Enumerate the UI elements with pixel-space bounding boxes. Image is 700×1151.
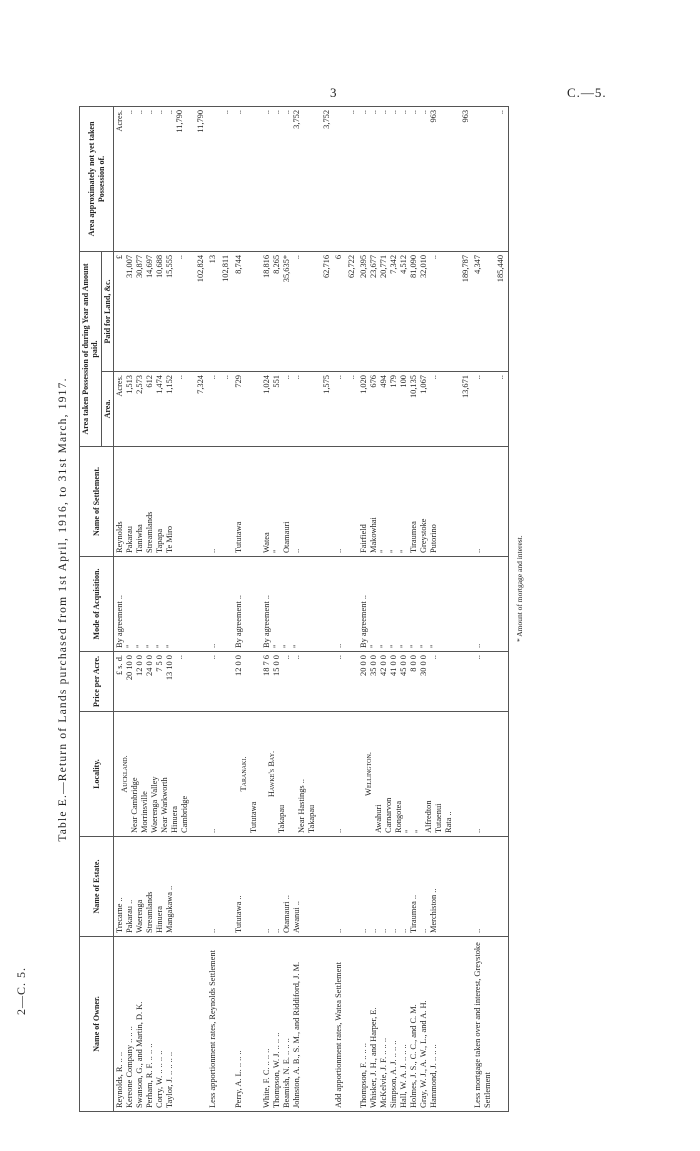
not-yet-cell-text: .. .. .. .. .. .. .. 963 [359,109,438,123]
area-cell [195,372,208,447]
paid-cell [220,251,233,371]
price-cell [321,652,334,712]
mode-cell-text: By agreement .. " " " " " [115,594,174,648]
estate-cell-text: Tututawa .. [233,895,243,933]
locality-cell [460,712,473,837]
locality-cell [195,712,208,837]
mode-cell [220,557,233,652]
owner-cell [358,937,460,1112]
table-footnote: * Amount of mortgage and interest. [515,535,524,642]
locality-cell [233,712,261,837]
mode-cell [195,557,208,652]
not-yet-cell [207,106,220,251]
not-yet-cell-text: .. [346,109,356,115]
locality-cell-text: Takapau Near Hastings .. Takapau [276,779,316,833]
area-cell-text: 729 [233,375,243,388]
not-yet-cell-text: 3,752 [321,109,331,129]
mode-cell [460,557,473,652]
not-yet-cell [321,106,334,251]
mode-cell-text: By agreement .. [233,594,243,648]
settlement-cell [472,447,495,557]
area-cell [233,372,261,447]
owner-cell-text: White, F. C. .. .. .. Thompson, W. J. .. .. .. Beamish, N. E. .. .. .. Johnston, A. B., S. M., and Riddiford, J. M. [261,961,301,1108]
locality-cell [321,712,334,837]
settlement-cell-text: .. [208,548,218,553]
region-heading: Hawke's Bay. [266,750,276,798]
area-cell-text: 1,020 676 494 179 100 10,135 1,067 .. [359,375,438,399]
price-cell [195,652,208,712]
paid-cell [233,251,261,371]
settlement-cell [114,447,195,557]
estate-cell [333,837,346,937]
land-purchase-table [79,106,509,1112]
estate-cell [261,837,321,937]
settlement-cell [460,447,473,557]
mode-cell [472,557,495,652]
price-cell-text: .. [208,655,218,660]
estate-cell-text: .. [473,928,483,933]
estate-cell-text: .. .. .. .. .. Tiraumea .. .. Merchiston .. [359,888,438,933]
paid-cell [495,251,508,371]
area-cell-text: .. [334,375,344,380]
table-row [495,106,508,1111]
not-yet-cell-text: Acres. .. .. .. .. .. 11,790 [115,109,184,133]
owner-cell-text: Less apportionment rates, Reynolds Settlement [208,950,218,1108]
area-cell [261,372,321,447]
locality-cell-text: .. [334,828,344,833]
not-yet-cell [333,106,346,251]
estate-cell-text: Trecarne .. Pakarau .. Waerenga Streamlands Hinuera Mangakawa .. [115,885,174,933]
mode-cell [207,557,220,652]
column-header-owner: Name of Owner. [80,937,114,1112]
mode-cell [233,557,261,652]
not-yet-cell [472,106,495,251]
owner-cell [333,937,346,1112]
column-header-not-yet-possessed: Area approximately not yet taken Possession of. [80,106,114,251]
locality-cell [346,712,359,837]
settlement-cell [321,447,334,557]
price-cell-text: 18 7 6 15 0 0 .. .. [261,655,301,676]
paid-cell-text: 13 [208,254,218,264]
document-reference: C.—5. [567,85,607,100]
paid-cell [460,251,473,371]
settlement-cell-text: Fairfield Makowhai " " " Tiraumea Greystoke Putorino [359,517,438,553]
area-cell [114,372,195,447]
column-header-mode: Mode of Acquisition. [80,557,114,652]
area-cell-text: 7,324 [195,375,205,394]
area-cell [358,372,460,447]
area-cell [220,372,233,447]
region-heading: Taranaki. [238,756,248,792]
mode-cell-text: .. [473,643,483,648]
column-header-locality: Locality. [80,712,114,837]
paid-cell-text: 62,716 [321,254,331,279]
paid-cell [472,251,495,371]
owner-cell [220,937,233,1112]
locality-cell [220,712,233,837]
table-row [472,106,495,1111]
mode-cell [495,557,508,652]
table-row [346,106,359,1111]
locality-cell [207,712,220,837]
mode-cell [358,557,460,652]
paid-cell-text: 102,811 [221,254,231,282]
not-yet-cell [346,106,359,251]
area-cell [472,372,495,447]
price-cell-text: 20 0 0 35 0 0 42 0 0 41 0 0 45 0 0 8 0 0 30 0 0 .. [359,655,438,676]
table-row [460,106,473,1111]
owner-cell-text: Perry, A. L. .. .. .. [233,1050,243,1108]
rotated-table-block [57,107,537,1112]
price-cell [472,652,495,712]
paid-cell [358,251,460,371]
settlement-cell [346,447,359,557]
area-cell [321,372,334,447]
not-yet-cell-text: .. [496,109,506,115]
column-header-price: Price per Acre. [80,652,114,712]
estate-cell [460,837,473,937]
paid-cell [207,251,220,371]
paid-cell-text: 189,787 [460,254,470,283]
not-yet-cell [114,106,195,251]
not-yet-cell-text: .. [233,109,243,115]
price-cell [495,652,508,712]
not-yet-cell [261,106,321,251]
locality-cell-text: Tututawa [248,801,258,833]
locality-cell [261,712,321,837]
price-cell [358,652,460,712]
estate-cell [358,837,460,937]
mode-cell [333,557,346,652]
paid-cell-text: 8,744 [233,254,243,274]
estate-cell [207,837,220,937]
price-cell-text: £ s. d. 20 10 0 12 0 0 24 0 0 7 5 0 13 10 0 .. [115,655,184,681]
owner-cell-text: Add apportionment rates, Watea Settlement [334,962,344,1108]
not-yet-cell [195,106,208,251]
paid-cell [195,251,208,371]
settlement-cell [233,447,261,557]
area-cell [207,372,220,447]
price-cell [233,652,261,712]
price-cell [346,652,359,712]
settlement-cell [220,447,233,557]
not-yet-cell-text: .. [221,109,231,115]
price-cell [207,652,220,712]
paid-cell [321,251,334,371]
price-cell [220,652,233,712]
price-cell-text: 12 0 0 [233,655,243,676]
settlement-cell-text: Tututawa [233,521,243,553]
locality-cell-text: Awahuri Carnarvon Rongotea " " Alfredton Tutaenui Rata .. [374,797,453,833]
table-title: Table E.—Return of Lands purchased from 1st April, 1916, to 31st March, 1917. [57,377,69,842]
settlement-cell [207,447,220,557]
settlement-cell-text: .. [473,548,483,553]
not-yet-cell-text: .. .. .. 3,752 [261,109,301,129]
paid-cell [333,251,346,371]
area-cell [495,372,508,447]
table-row [321,106,334,1111]
mode-cell [346,557,359,652]
area-cell [333,372,346,447]
owner-cell-text: Thompson, F. .. .. .. Whisker, J. H., and Harper, E. McKelvie, J. F. .. .. .. Simpson, A. J. .. .. .. Hall, W. A. J. .. .. .. Holmes, J. S., C. C., and C. M. Gray, W. J., A. W., L., and A. H. Hammond, J. .. .. .. [359,1000,438,1108]
table-row [233,106,261,1111]
area-cell [460,372,473,447]
estate-cell [233,837,261,937]
owner-cell-text: Less mortgage taken over and interest, Greystoke Settlement [473,942,493,1108]
not-yet-cell [495,106,508,251]
price-cell [261,652,321,712]
estate-cell [195,837,208,937]
mode-cell-text: By agreement .. " " " " " " " [359,594,438,648]
estate-cell [321,837,334,937]
price-cell [114,652,195,712]
estate-cell [346,837,359,937]
owner-cell [321,937,334,1112]
area-cell-text: .. [346,375,356,380]
table-row [261,106,321,1111]
not-yet-cell [358,106,460,251]
price-cell [460,652,473,712]
settlement-cell-text: Watea " Otamauri .. [261,521,301,553]
area-cell-text: .. [208,375,218,380]
settlement-cell [495,447,508,557]
not-yet-cell [220,106,233,251]
estate-cell-text: .. [208,928,218,933]
settlement-cell [358,447,460,557]
locality-cell [114,712,195,837]
owner-cell [346,937,359,1112]
locality-cell-text: .. [208,828,218,833]
area-cell-text: .. [473,375,483,380]
column-header-estate: Name of Estate. [80,837,114,937]
region-heading: Wellington. [364,752,374,796]
owner-cell [495,937,508,1112]
table-row [333,106,346,1111]
settlement-cell [333,447,346,557]
table-row [114,106,195,1111]
mode-cell [261,557,321,652]
locality-cell [472,712,495,837]
paid-cell-text: 20,395 23,677 20,771 7,342 4,512 81,090 32,010 .. [359,254,438,279]
paid-cell [346,251,359,371]
not-yet-cell [233,106,261,251]
column-header-possession-group: Area taken Possession of during Year and Amount paid. [80,251,102,446]
estate-cell [114,837,195,937]
owner-cell [460,937,473,1112]
area-cell [346,372,359,447]
column-header-area: Area. [101,372,113,447]
settlement-cell [261,447,321,557]
paid-cell [261,251,321,371]
paid-cell-text: £ 31,007 30,877 14,697 10,688 15,555 .. [115,254,184,279]
paid-cell-text: 102,824 [195,254,205,283]
owner-cell [233,937,261,1112]
paid-cell-text: 62,722 [346,254,356,279]
price-cell-text: .. [473,655,483,660]
owner-cell [195,937,208,1112]
area-cell-text: 13,671 [460,375,470,399]
locality-cell [495,712,508,837]
not-yet-cell-text: 963 [460,109,470,123]
paid-cell-text: 185,440 [496,254,506,283]
price-cell [333,652,346,712]
settlement-cell-text: Reynolds Pakarau Taniwha Streamlands Tapapa Te Miro [115,511,174,553]
owner-cell [472,937,495,1112]
estate-cell [220,837,233,937]
owner-cell-text: Reynolds, R. .. .. Kereone Company .. .. .. Swanson, G., and Martin, D. K. Perham, R. F. .. .. .. Corry, W. .. .. .. .. Taylor, J. .. .. .. .. [115,1001,174,1108]
settlement-cell [195,447,208,557]
not-yet-cell-text: 11,790 [195,109,205,133]
column-header-paid: Paid for Land, &c. [101,251,113,371]
not-yet-cell [460,106,473,251]
settlement-cell-text: .. [334,548,344,553]
mode-cell-text: By agreement .. " " " [261,594,301,648]
estate-cell-text: .. .. Otamauri .. Awanui .. [261,895,301,933]
estate-cell [472,837,495,937]
table-row [207,106,220,1111]
mode-cell-text: .. [208,643,218,648]
mode-cell [114,557,195,652]
mode-cell-text: .. [334,643,344,648]
column-header-settlement: Name of Settlement. [80,447,114,557]
locality-cell [358,712,460,837]
locality-cell-text: .. [473,828,483,833]
price-cell-text: .. [334,655,344,660]
paid-cell [114,251,195,371]
owner-cell [261,937,321,1112]
table-row [220,106,233,1111]
area-cell-text: 1,024 551 .. .. [261,375,301,394]
region-heading: Auckland. [120,755,130,793]
locality-cell-text: Near Cambridge Morrinsville Waerenga Valley Near Warkworth Hinuera Cambridge [130,776,189,833]
locality-cell [333,712,346,837]
area-cell-text: .. [496,375,506,380]
table-row [358,106,460,1111]
table-row [195,106,208,1111]
area-cell-text: .. [221,375,231,380]
mode-cell [321,557,334,652]
document-reference-footer: 2—C. 5. [14,966,28,1015]
estate-cell-text: .. [334,928,344,933]
estate-cell [495,837,508,937]
paid-cell-text: 18,816 8,265 35,635* .. [261,254,301,283]
page-number: 3 [330,85,337,100]
owner-cell [207,937,220,1112]
paid-cell-text: 4,347 [473,254,483,274]
paid-cell-text: 6 [334,254,344,260]
owner-cell [114,937,195,1112]
area-cell-text: 1,575 [321,375,331,394]
area-cell-text: Acres. 1,513 2,573 612 1,474 1,152 .. [115,375,184,397]
